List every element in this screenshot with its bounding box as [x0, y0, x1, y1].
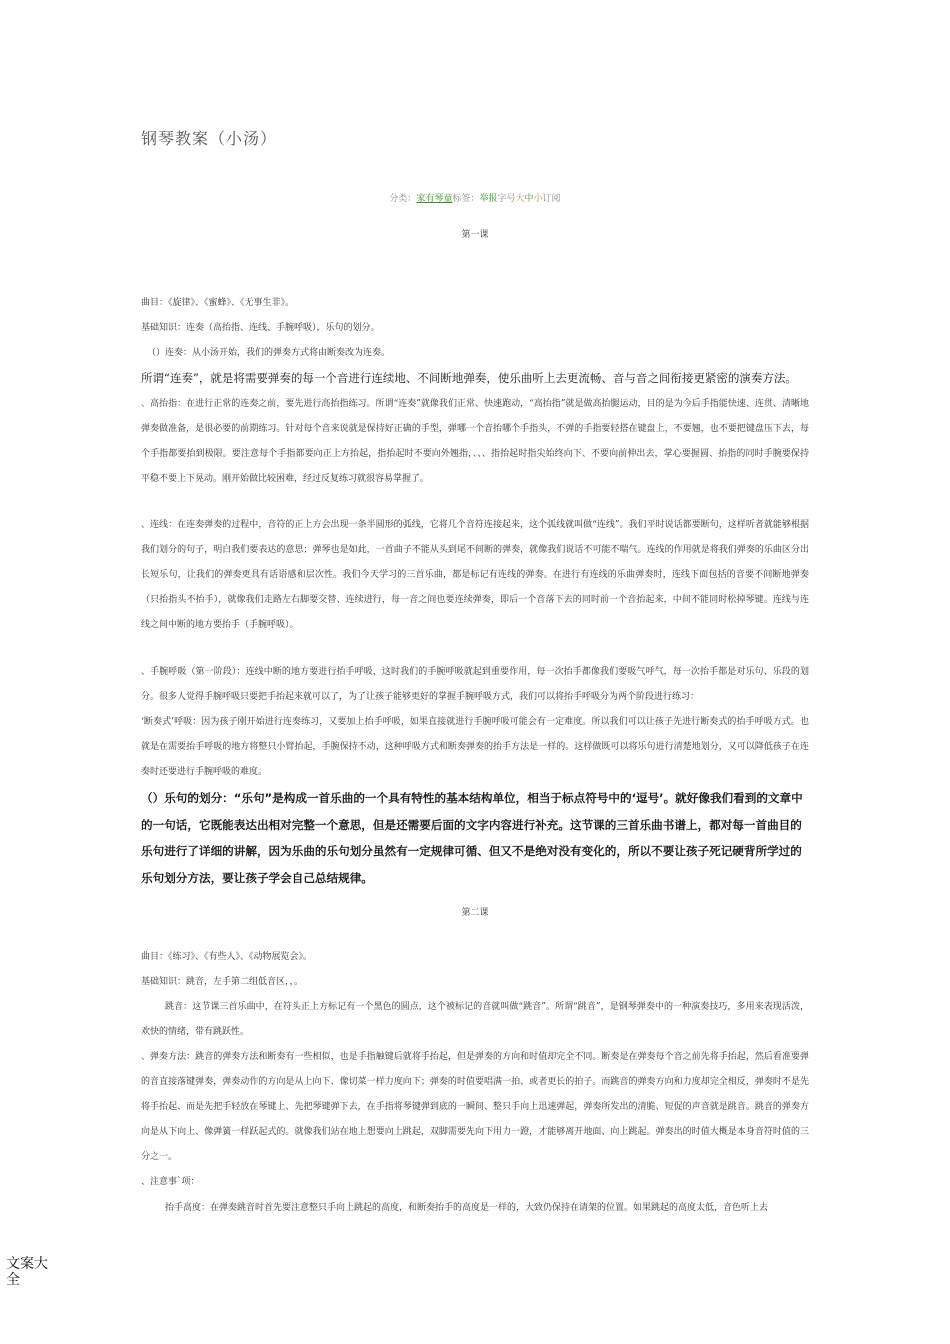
meta-bar: [0, 191, 950, 204]
lesson-2-basics: 基础知识：跳音，左手第二组低音区，，。: [141, 977, 304, 987]
legato-definition: 所谓“连奏”，就是将需要弹奏的每一个音进行连续地、不间断地弹奏，使乐曲听上去更流畅、音与音之间衔接更紧密的演奏方法。: [141, 371, 797, 385]
staccato-method-paragraph: 、弹奏方法：跳音的弹奏方法和断奏有一些相似，也是手指触键后就将手抬起，但是弹奏的方向和时值却完全不同。断奏是在弹奏每个音之前先将手抬起，然后看准要弹的音直接落键弹奏，弹奏动作的方向是从上向下、像切菜一样力度向下；弹奏的时值要唱满一拍、或者更长的拍子。而跳音的弹奏方向和力度却完全相反，弹奏时不是先将手抬起、而是先把手轻放在琴键上、先把琴键弹下去，在手指将琴键弹到底的一瞬间、整只手向上迅速弹起，弹奏所发出的清脆、短促的声音就是跳音。跳音的弹奏方向是从下向上、像弹簧一样跃起式的。就像我们站在地上想要向上跳起，双脚需要先向下用力一蹬，才能够离开地面、向上跳起。弹奏出的时值大概是本身音符时值的三分之一。: [141, 1052, 809, 1162]
lesson-1-pieces: 曲目：《旋律》、《蜜蜂》、《无事生非》。: [141, 298, 295, 308]
lesson-2-heading: 第二课: [461, 908, 489, 918]
raise-height-paragraph: 抬手高度：在弹奏跳音时首先要注意整只手向上跳起的高度，和断奏抬手的高度是一样的，大致仍保持在请架的位置。如果跳起的高度太低，音色听上去: [165, 1203, 769, 1213]
font-size-label: 字号: [497, 194, 516, 204]
report-link[interactable]: 举报: [479, 194, 498, 204]
lesson-2-pieces: 曲目：《练习》、《有些人》、《动物展览会》。: [141, 952, 313, 962]
tags-label: 标签：: [452, 194, 480, 204]
font-large-link[interactable]: 大: [515, 194, 525, 204]
wrist-breath-paragraph: 、手腕呼吸（第一阶段）：连线中断的地方要进行抬手呼吸，这时我们的手腕呼吸就起到重要作用，每一次抬手都像我们要吸气呼气，每一次抬手都是对乐句、乐段的划分。很多人觉得手腕呼吸只要把手抬起来就可以了，为了让孩子能够更好的掌握手腕呼吸方式，我们可以将抬手呼吸分为两个阶段进行练习：: [141, 667, 809, 702]
notes-heading: 、注意事`项：: [141, 1177, 200, 1187]
footer-watermark: 文案大全: [6, 1256, 48, 1288]
slur-paragraph: 、连线：在连奏弹奏的过程中，音符的正上方会出现一条半圆形的弧线，它将几个音符连接起来，这个弧线就叫做“连线”。我们平时说话都要断句，这样听者就能够根据我们划分的句子，明白我们要表达的意思；弹琴也是如此，一首曲子不能从头到尾不间断的弹奏，就像我们说话不可能不喘气。连线的作用就是将我们弹奏的乐曲区分出长短乐句，让我们的弹奏更具有话语感和层次性。我们今天学习的三首乐曲，都是标记有连线的弹奏。在进行有连线的乐曲弹奏时，连线下面包括的音要不间断地弹奏（只抬指头不抬手），就像我们走路左右脚要交替、连续进行，每一音之间也要连续弹奏，即后一个音落下去的同时前一个音抬起来，中间不能同时松掉琴键。连线与连线之间中断的地方要抬手（手腕呼吸）。: [141, 520, 809, 630]
phrase-paragraph: （）乐句的划分：“乐句”是构成一首乐曲的一个具有特性的基本结构单位，相当于标点符号中的‘逗号’。就好像我们看到的文章中的一句话，它既能表达出相对完整一个意思，但是还需要后面的文字内容进行补充。这节课的三首乐曲书谱上，都对每一首曲目的乐句进行了详细的讲解，因为乐曲的乐句划分虽然有一定规律可循、但又不是绝对没有变化的，所以不要让孩子死记硬背所学过的乐句划分方法，要让孩子学会自己总结规律。: [141, 791, 803, 885]
category-link[interactable]: 家有琴童: [416, 194, 453, 204]
lesson-1-basics: 基础知识：连奏（高抬指、连线、手腕呼吸），乐句的划分。: [141, 323, 380, 333]
font-small-link[interactable]: 小: [533, 194, 543, 204]
lesson-1-heading: 第一课: [461, 230, 489, 240]
staccato-breath-paragraph: ‘断奏式’呼吸：因为孩子刚开始进行连奏练习，又要加上抬手呼吸，如果直接就进行手腕呼吸可能会有一定难度。所以我们可以让孩子先进行断奏式的抬手呼吸方式。也就是在需要抬手呼吸的地方将整只小臂抬起，手腕保持不动，这种呼吸方式和断奏弹奏的抬手方法是一样的。这样做既可以将乐句进行清楚地划分，又可以降低孩子在连奏时还要进行手腕呼吸的难度。: [141, 717, 809, 777]
legato-intro: （）连奏：从小汤开始，我们的弹奏方式将由断奏改为连奏。: [147, 348, 391, 358]
high-finger-paragraph: 、高抬指：在进行正常的连奏之前，要先进行高抬指练习。所谓“连奏”就像我们正常、快速跑动，“高抬指”就是做高抬腿运动，目的是为今后手指能快速、连贯、清晰地弹奏做准备，是很必要的前期练习。针对每个音来说就是保持好正确的手型，弹哪一个音抬哪个手指头，不弹的手指要轻搭在键盘上，不要翘，也不要把键盘压下去，每个手指都要抬到极限。要注意每个手指都要向正上方抬起，指抬起时不要向外翘指，、、、指抬起时指尖始终向下、不要向前伸出去，掌心要握圆、抬指的同时手腕要保持平稳不要上下晃动。刚开始做比较困难，经过反复练习就很容易掌握了。: [141, 399, 809, 484]
page-title: 钢琴教案（小汤）: [141, 129, 278, 148]
font-medium-link[interactable]: 中: [524, 194, 534, 204]
staccato-definition: 跳音：这节课三首乐曲中，在符头正上方标记有一个黑色的圆点，这个被标记的音就叫做“跳音”。所谓“跳音”，是钢琴弹奏中的一种演奏技巧，多用来表现活泼，欢快的情绪，带有跳跃性。: [141, 1002, 809, 1037]
category-label: 分类：: [389, 194, 417, 204]
subscribe-link[interactable]: 订阅: [542, 194, 561, 204]
